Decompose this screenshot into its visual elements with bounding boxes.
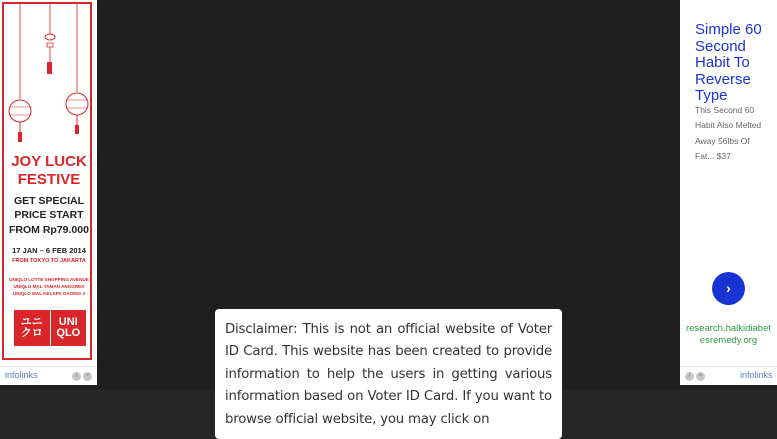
ad-creative[interactable] (2, 2, 92, 360)
left-banner-ad[interactable] (0, 0, 97, 385)
ad-offer-1: GET SPECIAL (13, 195, 84, 207)
ad-close-icon[interactable]: × (696, 372, 705, 381)
ad-dates: 17 JAN – 6 FEB 2014 (12, 246, 86, 255)
disclaimer-box (215, 309, 562, 439)
ad-footer (0, 366, 97, 385)
chevron-right-icon[interactable]: › (712, 272, 745, 305)
ad-headline-2: FESTIVE (17, 171, 81, 188)
logo-katakana: ユニ クロ (20, 316, 43, 339)
ad-url-link[interactable]: research.halkidiabetesremedy.org (685, 323, 772, 346)
uniqlo-logo (14, 310, 86, 346)
logo-latin: UNI QLO (56, 316, 81, 339)
ad-info-icon[interactable]: i (685, 372, 694, 381)
ad-description: This Second 60 Habit Also Melted Away 56lbs Of Fat... $37 (695, 105, 762, 161)
ad-store: UNIQLO MAL TAMAN ANGGREK (13, 284, 85, 289)
ad-title-link[interactable]: Simple 60 Second Habit To Reverse Type (695, 21, 762, 104)
infolinks-logo[interactable]: infolinks (5, 370, 38, 380)
infolinks-logo[interactable]: infolinks (740, 370, 773, 380)
ad-headline-1: JOY LUCK (11, 153, 87, 170)
ad-footer (680, 366, 777, 385)
ad-close-icon[interactable]: × (83, 372, 92, 381)
ad-offer-2: PRICE START (14, 209, 84, 221)
disclaimer-text: Disclaimer: This is not an official website of Voter ID Card. This website has been created to provide information to help the users in getting various information based on Voter ID Card. If you want to browse official website, you may click on (225, 322, 552, 427)
right-banner-ad[interactable] (680, 0, 777, 385)
ad-info-icon[interactable]: i (72, 372, 81, 381)
ad-from-to: FROM TOKYO TO JAKARTA (12, 258, 86, 264)
ad-store: UNIQLO MAL KELAPA GADING 3 (12, 291, 86, 296)
lantern-decoration-icon (4, 4, 94, 144)
ad-store: UNIQLO LOTTE SHOPPING AVENUE (9, 277, 89, 282)
ad-offer-3: FROM Rp79.000 (9, 224, 89, 236)
